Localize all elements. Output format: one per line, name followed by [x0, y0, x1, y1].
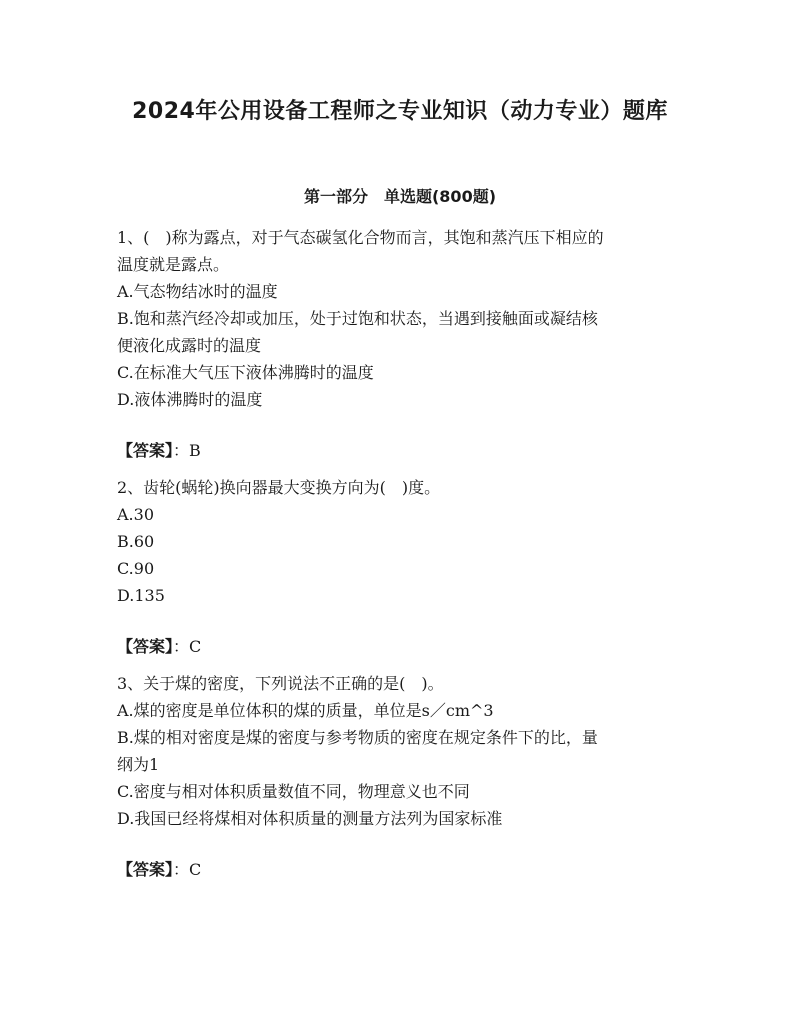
answer-value: C [189, 860, 202, 879]
option-b: B.煤的相对密度是煤的密度与参考物质的密度在规定条件下的比，量 [117, 728, 598, 747]
option-b: B.饱和蒸汽经冷却或加压，处于过饱和状态，当遇到接触面或凝结核 [117, 309, 598, 328]
answer-label: 【答案】 [117, 441, 174, 460]
option-b-continued: 纲为1 [117, 755, 160, 774]
option-c: C.90 [117, 559, 155, 578]
question-list [117, 224, 687, 893]
answer-label: 【答案】 [117, 860, 174, 879]
option-c: C.密度与相对体积质量数值不同，物理意义也不同 [117, 782, 470, 801]
option-a: A.气态物结冰时的温度 [117, 282, 278, 301]
question-2 [117, 474, 687, 609]
answer-separator: ： [173, 441, 190, 460]
section-heading: 第一部分 单选题(800题) [303, 187, 497, 206]
question-1 [117, 224, 687, 413]
option-d: D.我国已经将煤相对体积质量的测量方法列为国家标准 [117, 809, 503, 828]
answer-separator: ： [173, 860, 190, 879]
answer-line [117, 856, 687, 883]
answer-value: B [189, 441, 201, 460]
question-stem-line: 2、齿轮(蜗轮)换向器最大变换方向为( )度。 [117, 478, 441, 497]
answer-separator: ： [173, 637, 190, 656]
answer-line [117, 437, 687, 464]
option-c: C.在标准大气压下液体沸腾时的温度 [117, 363, 374, 382]
question-3 [117, 670, 687, 832]
question-stem-line: 温度就是露点。 [117, 255, 230, 274]
question-stem-line: 3、关于煤的密度，下列说法不正确的是( )。 [117, 674, 444, 693]
answer-line [117, 633, 687, 660]
document-title: 2024年公用设备工程师之专业知识（动力专业）题库 [132, 99, 668, 124]
option-d: D.135 [117, 586, 165, 605]
answer-label: 【答案】 [117, 637, 174, 656]
answer-value: C [189, 637, 202, 656]
option-a: A.30 [117, 505, 154, 524]
option-b-continued: 便液化成露时的温度 [117, 336, 262, 355]
option-b: B.60 [117, 532, 155, 551]
option-d: D.液体沸腾时的温度 [117, 390, 263, 409]
question-stem-line: 1、( )称为露点，对于气态碳氢化合物而言，其饱和蒸汽压下相应的 [117, 228, 604, 247]
option-a: A.煤的密度是单位体积的煤的质量，单位是s／cm^3 [117, 701, 494, 720]
